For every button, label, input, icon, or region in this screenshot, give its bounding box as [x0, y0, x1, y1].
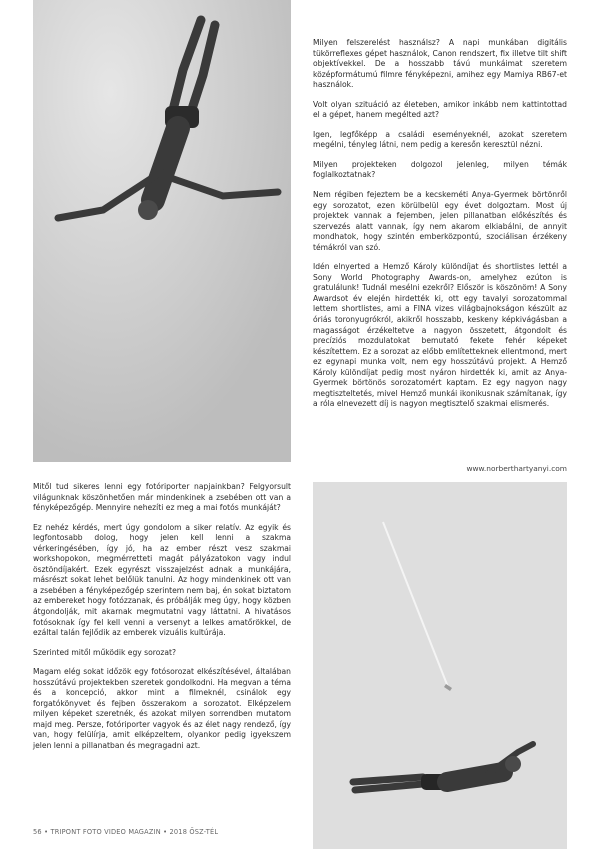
question-moment: Volt olyan szituáció az életeben, amikor inkább nem kattintottad el a gépet, hanem megélted azt? — [313, 99, 567, 120]
answer-success: Ez nehéz kérdés, mert úgy gondolom a siker relatív. Az egyik és legfontosabb dolog, hogy jelen kell lenni a szakma vérkeringésében, így jó, ha az ember részt vesz szakmai workshopokon, megmérretteti magát pályázatokon vagy indul ösztöndíjakért. Ezek egyrészt visszajelzést adnak a munkájára, másrészt sokat lehet belőlük tanulni. Az hogy mindenkinek ott van a zsebében a fényképezőgép szerintem nem baj, én sokat biztatom az embereket hogy fotózzanak, és próbálják meg úgy, hogy közben átgondolják, mit akarnak megmutatni vagy láttatni. A hivatásos fotósoknak így fel kell venni a versenyt a lelkes amatőrökkel, de ezáltal talán fejlődik az emberek vizuális kultúrája. — [33, 522, 291, 638]
right-text-column — [313, 38, 567, 419]
left-text-column — [33, 482, 291, 761]
website-link[interactable]: www.norberthartyanyi.com — [466, 464, 567, 473]
answer-series: Magam elég sokat időzök egy fotósorozat elkészítésével, általában hosszútávú projektekben szeretek gondolkodni. Ha megvan a téma és a koncepció, akkor mint a filmeknél, csinálok egy forgatókönyvet és fejben összerakom a sorozatot. Elképzelem milyen képeket szeretnék, és azokat milyen sorrendben mutatom majd meg. Persze, fotóriporter vagyok és az élet nagy rendező, így van, hogy felülírja, amit elképzeltem, olyankor pedig igyekszem jelen lenni a pillanatban és megragadni azt. — [33, 667, 291, 751]
answer-projects: Nem régiben fejeztem be a kecskeméti Anya-Gyermek börtönről egy sorozatot, ezen körülbelül egy évet dolgoztam. Most új projektek vannak a fejemben, jelen pillanatban előkészítés és szervezés alatt vannak, így nem akarom elkiabálni, de annyit mondhatok, hogy szintén emberközpontú, szociálisan érzékeny témákról van szó. — [313, 190, 567, 252]
page-footer: 56 • TRIPONT FOTO VIDEO MAGAZIN • 2018 ŐSZ-TÉL — [33, 828, 219, 836]
question-success: Mitől tud sikeres lenni egy fotóriporter napjainkban? Felgyorsult világunknak köszönhetően már mindenkinek a zsebében ott van a fényképezőgép. Mennyire nehezíti ez meg a mai fotós munkáját? — [33, 482, 291, 513]
diver-photo-top — [33, 0, 291, 462]
equipment-paragraph: Milyen felszerelést használsz? A napi munkában digitális tükörreflexes gépet használok, Canon rendszert, fix illetve tilt shift objektívekkel. De a hosszabb távú munkáimat szeretem középformátumú filmre fényképezni, amihez egy Mamiya RB67-et használok. — [313, 38, 567, 90]
question-series: Szerinted mitől működik egy sorozat? — [33, 647, 177, 657]
question-projects: Milyen projekteken dolgozol jelenleg, milyen témák foglalkoztatnak? — [313, 159, 567, 180]
diver-photo-bottom — [313, 482, 567, 849]
question-awards: Idén elnyerted a Hemző Károly különdíjat és shortlistes lettél a Sony World Photography Awards-on, amelyhez ezúton is gratulálunk! Tudnál mesélni ezekről? Először is köszönöm! A Sony Awardsot év elején hirdették ki, ott egy tavalyi sorozatommal lettem shortlistes, ami a FINA vizes világbajnokságon készült az óriás toronyugrókról, akikről hosszabb, keskeny képkivágásban a magasságot érzékeltetve a nagyon összetett, átgondolt és precíziós mozdulatokat bemutató fekete fehér képeket készítettem. Ez a sorozat az előbb említetteknek ellentmond, mert ez egynapi munka volt, nem egy hosszútávú projekt. A Hemző Károly különdíjat pedig most nyáron hirdették ki, amit az Anya-Gyermek börtönös sorozatomért kaptam. Ez egy nagyon nagy megtiszteltetés, mivel Hemző munkái ikonikusnak számítanak, így a róla elnevezett díj is nagyon megtisztelő szakmai elismerés. — [313, 262, 567, 409]
answer-moment: Igen, legfőképp a családi eseményeknél, azokat szeretem megélni, tényleg látni, nem pedig a keresőn keresztül nézni. — [313, 129, 567, 150]
